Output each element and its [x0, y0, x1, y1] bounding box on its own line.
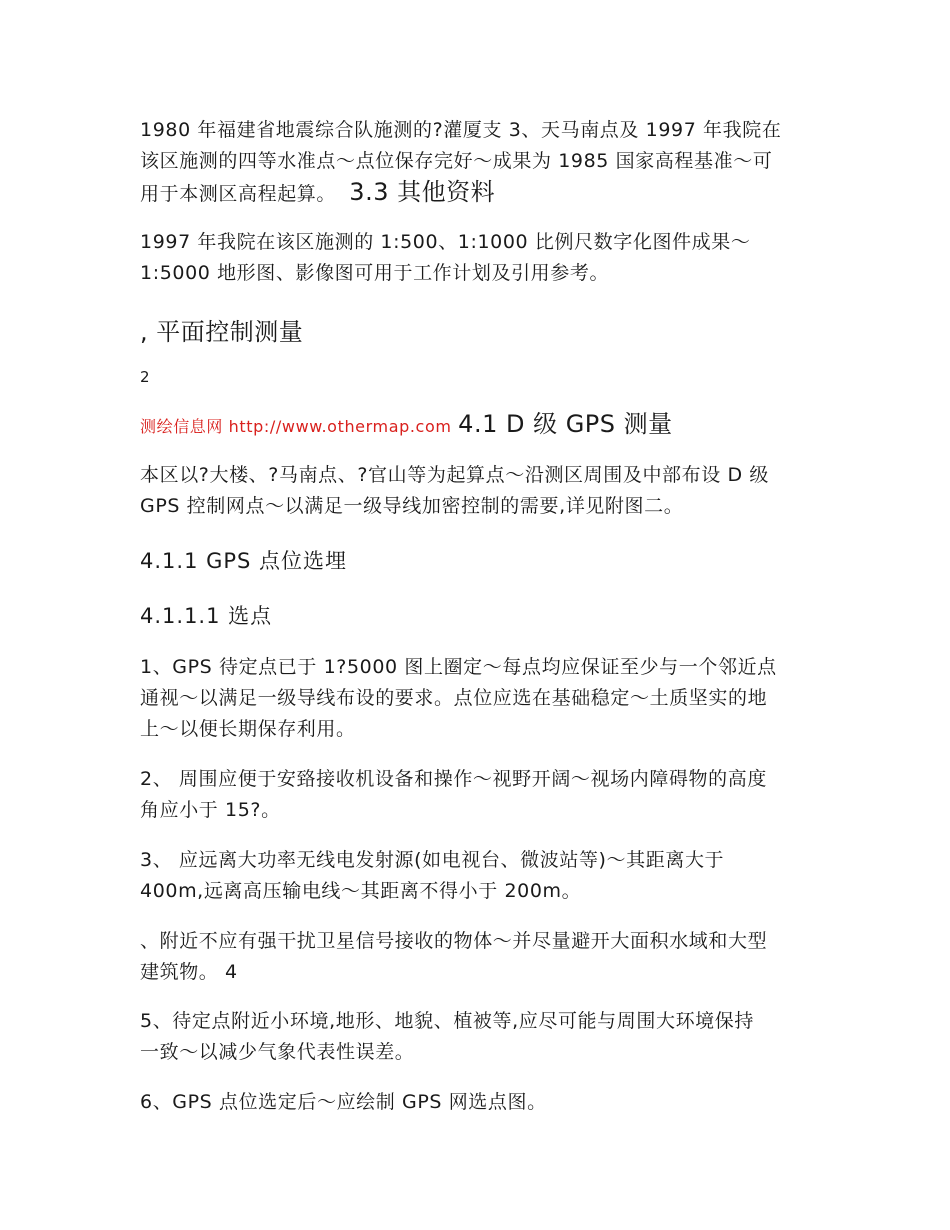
text-line: 通视～以满足一级导线布设的要求。点位应选在基础稳定～土质坚实的地: [140, 687, 768, 709]
text-line: 1997 年我院在该区施测的 1:500、1:1000 比例尺数字化图件成果～: [140, 231, 751, 253]
text-line: 上～以便长期保存利用。: [140, 718, 356, 740]
heading-3-3: 3.3 其他资料: [349, 178, 496, 206]
paragraph-other-materials: [140, 227, 820, 289]
heading-4-1-1-1: 4.1.1.1 选点: [140, 604, 273, 628]
text-line: 2、 周围应便于安臵接收机设备和操作～视野开阔～视场内障碍物的高度: [140, 768, 767, 790]
text-line: 1980 年福建省地震综合队施测的?灌厦支 3、天马南点及 1997 年我院在: [140, 119, 782, 141]
paragraph-gps-network: [140, 460, 820, 522]
text-line-content: 用于本测区高程起算。: [140, 183, 337, 205]
text-line: 该区施测的四等水准点～点位保存完好～成果为 1985 国家高程基准～可: [140, 150, 773, 172]
text-line: 5、待定点附近小环境,地形、地貌、植被等,应尽可能与周围大环境保持: [140, 1010, 754, 1032]
text-line: 建筑物。 4: [140, 961, 238, 983]
page-number: 2: [140, 368, 151, 386]
text-line: 1、GPS 待定点已于 1?5000 图上圈定～每点均应保证至少与一个邻近点: [140, 656, 777, 678]
paragraph-elevation-source: [140, 115, 820, 210]
text-line: 1:5000 地形图、影像图可用于工作计划及引用参考。: [140, 262, 610, 284]
section-heading-plane-control: , 平面控制测量: [140, 318, 304, 346]
text-line: 角应小于 15?。: [140, 799, 281, 821]
heading-4-1-1: 4.1.1 GPS 点位选埋: [140, 549, 348, 573]
text-line: 、附近不应有强干扰卫星信号接收的物体～并尽量避开大面积水域和大型: [140, 930, 768, 952]
list-item-3: [140, 845, 820, 907]
list-item-4: [140, 926, 820, 988]
text-line: [140, 177, 820, 210]
list-item-1: [140, 652, 820, 745]
text-line: 本区以?大楼、?马南点、?官山等为起算点～沿测区周围及中部布设 D 级: [140, 464, 769, 486]
text-line: 6、GPS 点位选定后～应绘制 GPS 网选点图。: [140, 1091, 547, 1113]
heading-4-1: 4.1 D 级 GPS 测量: [458, 410, 673, 438]
list-item-2: [140, 764, 820, 826]
text-line: 400m,远离高压输电线～其距离不得小于 200m。: [140, 880, 582, 902]
list-item-5: [140, 1006, 820, 1068]
text-line: GPS 控制网点～以满足一级导线加密控制的需要,详见附图二。: [140, 495, 684, 517]
list-item-6: [140, 1087, 820, 1118]
text-line: 一致～以减少气象代表性误差。: [140, 1041, 415, 1063]
text-line: 3、 应远离大功率无线电发射源(如电视台、微波站等)～其距离大于: [140, 849, 725, 871]
heading-row-4-1: [140, 402, 820, 449]
watermark-link[interactable]: 测绘信息网 http://www.othermap.com: [140, 417, 452, 436]
